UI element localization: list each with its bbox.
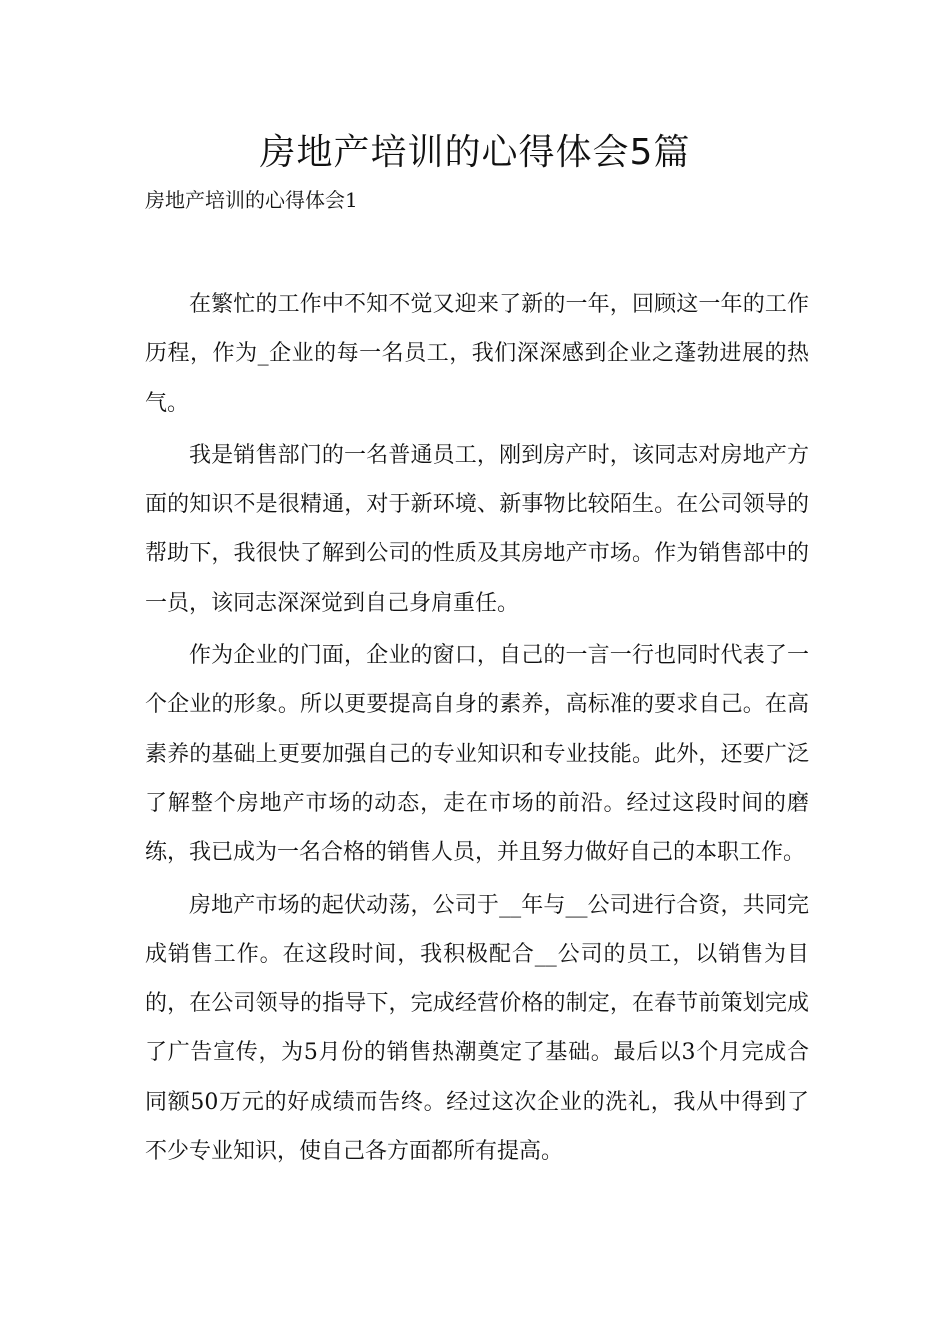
paragraph-3: 作为企业的门面，企业的窗口，自己的一言一行也同时代表了一个企业的形象。所以更要提高自身的素养，高标准的要求自己。在高素养的基础上更要加强自己的专业知识和专业技能。此外，还要广泛了解整个房地产市场的动态，走在市场的前沿。经过这段时间的磨练，我已成为一名合格的销售人员，并且努力做好自己的本职工作。 <box>145 643 809 866</box>
document-body <box>145 280 809 1179</box>
section-heading: 房地产培训的心得体会1 <box>145 188 358 212</box>
paragraph-4: 房地产市场的起伏动荡，公司于__年与__公司进行合资，共同完成销售工作。在这段时间，我积极配合__公司的员工，以销售为目的，在公司领导的指导下，完成经营价格的制定，在春节前策划完成了广告宣传，为5月份的销售热潮奠定了基础。最后以3个月完成合同额50万元的好成绩而告终。经过这次企业的洗礼，我从中得到了不少专业知识，使自己各方面都所有提高。 <box>145 892 809 1165</box>
paragraph-2: 我是销售部门的一名普通员工，刚到房产时，该同志对房地产方面的知识不是很精通，对于新环境、新事物比较陌生。在公司领导的帮助下，我很快了解到公司的性质及其房地产市场。作为销售部中的一员，该同志深深觉到自己身肩重任。 <box>145 442 809 616</box>
paragraph-1: 在繁忙的工作中不知不觉又迎来了新的一年，回顾这一年的工作历程，作为_企业的每一名员工，我们深深感到企业之蓬勃进展的热气。 <box>145 292 809 416</box>
document-title: 房地产培训的心得体会5篇 <box>259 132 691 173</box>
